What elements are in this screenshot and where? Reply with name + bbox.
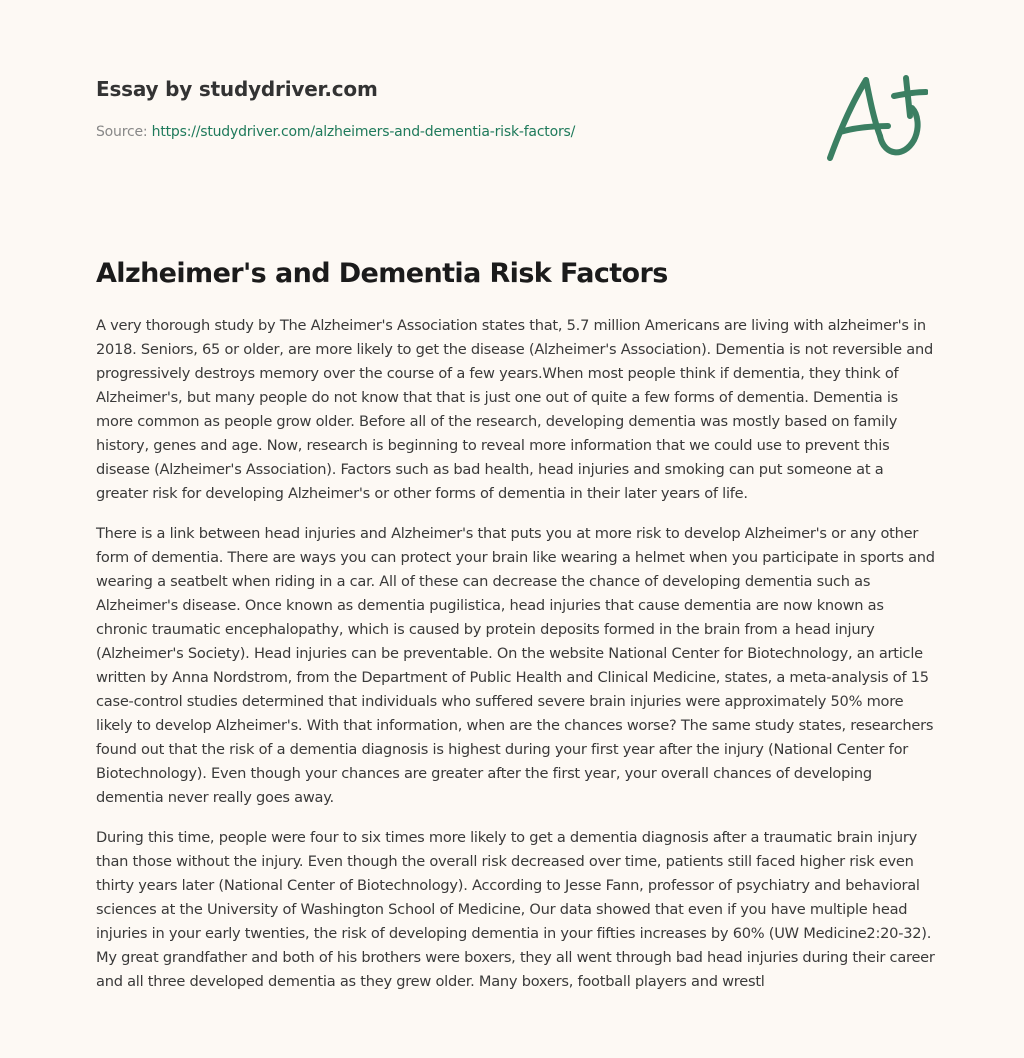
source-line xyxy=(96,122,936,142)
essay-header xyxy=(96,74,936,142)
essay-paragraph: A very thorough study by The Alzheimer's Association states that, 5.7 million Americans are living with alzheimer's in 2018. Seniors, 65 or older, are more likely to get the disease (Alzheimer's Association). Dementia is not reversible and progressively destroys memory over the course of a few years.When most people think if dementia, they think of Alzheimer's, but many people do not know that that is just one out of quite a few forms of dementia. Dementia is more common as people grow older. Before all of the research, developing dementia was mostly based on family history, genes and age. Now, research is beginning to reveal more information that we could use to prevent this disease (Alzheimer's Association). Factors such as bad health, head injuries and smoking can put someone at a greater risk for developing Alzheimer's or other forms of dementia in their later years of life. xyxy=(96,317,933,502)
essay-paragraph: There is a link between head injuries and Alzheimer's that puts you at more risk to develop Alzheimer's or any other form of dementia. There are ways you can protect your brain like wearing a helmet when you participate in sports and wearing a seatbelt when riding in a car. All of these can decrease the chance of developing dementia such as Alzheimer's disease. Once known as dementia pugilistica, head injuries that cause dementia are now known as chronic traumatic encephalopathy, which is caused by protein deposits formed in the brain from a head injury (Alzheimer's Society). Head injuries can be preventable. On the website National Center for Biotechnology, an article written by Anna Nordstrom, from the Department of Public Health and Clinical Medicine, states, a meta-analysis of 15 case-control studies determined that individuals who suffered severe brain injuries were approximately 50% more likely to develop Alzheimer's. With that information, when are the chances worse? The same study states, researchers found out that the risk of a dementia diagnosis is highest during your first year after the injury (National Center for Biotechnology). Even though your chances are greater after the first year, your overall chances of developing dementia never really goes away. xyxy=(96,525,935,806)
essay-paragraph: During this time, people were four to six times more likely to get a dementia diagnosis after a traumatic brain injury than those without the injury. Even though the overall risk decreased over time, patients still faced higher risk even thirty years later (National Center of Biotechnology). According to Jesse Fann, professor of psychiatry and behavioral sciences at the University of Washington School of Medicine, Our data showed that even if you have multiple head injuries in your early twenties, the risk of developing dementia in your fifties increases by 60% (UW Medicine2:20-32). My great grandfather and both of his brothers were boxers, they all went through bad head injuries during their career and all three developed dementia as they grew older. Many boxers, football players and wrestl xyxy=(96,829,935,990)
brand-title: Essay by studydriver.com xyxy=(96,77,378,101)
a-plus-grade-icon xyxy=(822,70,928,166)
source-link[interactable]: https://studydriver.com/alzheimers-and-dementia-risk-factors/ xyxy=(151,124,576,140)
source-label: Source: xyxy=(96,124,152,140)
essay-title: Alzheimer's and Dementia Risk Factors xyxy=(96,258,668,289)
essay-body xyxy=(96,314,936,1010)
